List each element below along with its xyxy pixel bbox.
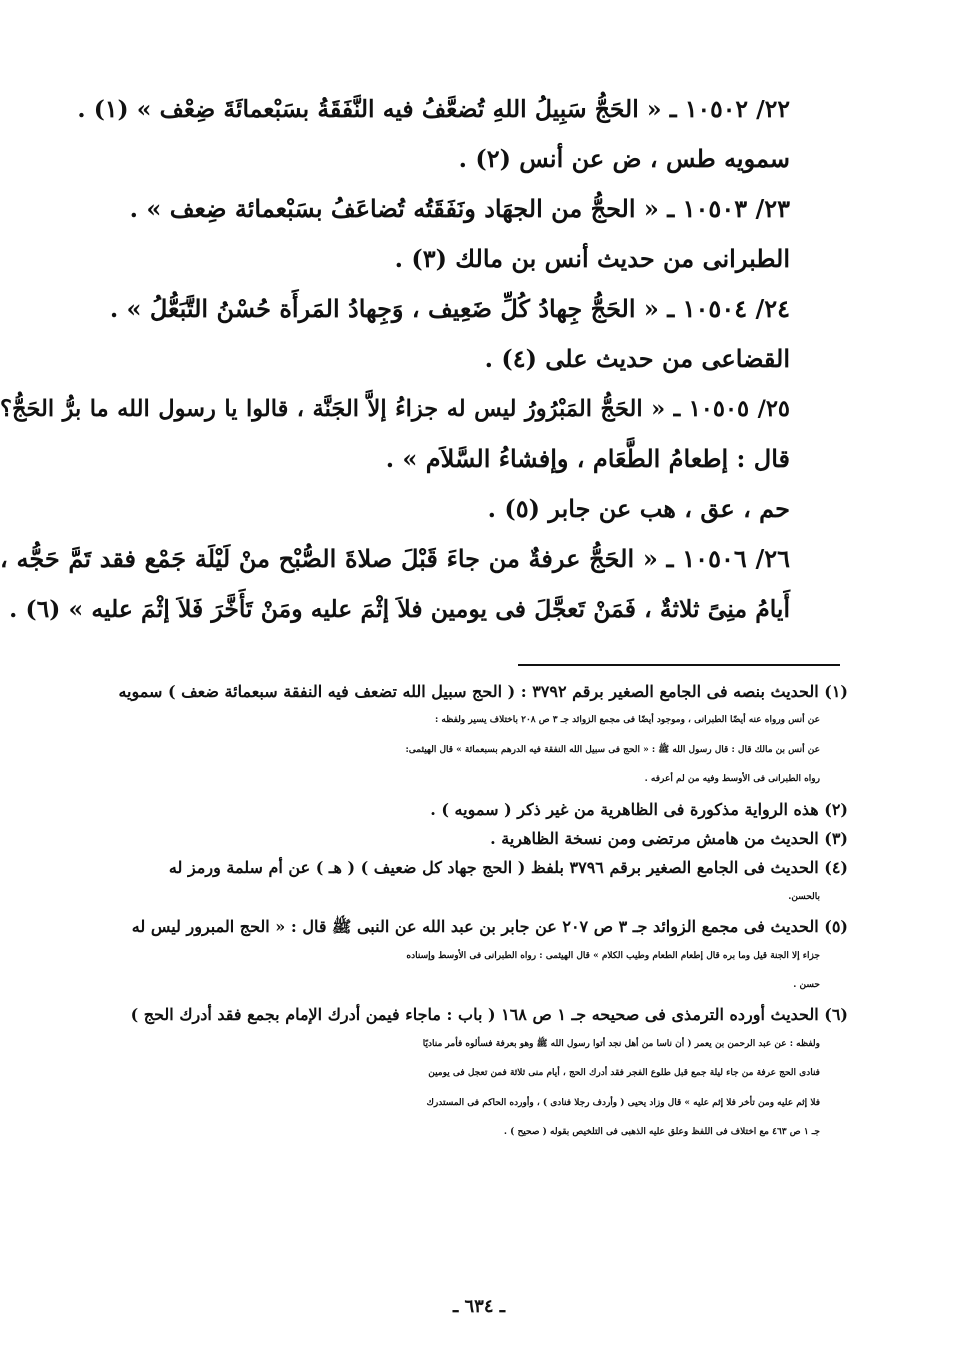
hadith-10505-line-2: قال : إطعامُ الطَّعَام ، وإفشاءُ السَّلاَم » . <box>385 444 790 473</box>
hadith-10502: ٢٢/ ١٠٥٠٢ ـ « الحَجُّ سَبِيلُ اللهِ تُضعَّفُ فيه النَّفَقَةُ بسَبْعمائَةَ ضِعْف » (١) . <box>77 95 790 123</box>
hadith-10505-line-1: ٢٥/ ١٠٥٠٥ ـ « الحَجُّ المَبْرُورُ ليس له جزاءُ إلاَّ الجَنَّة ، قالوا يا رسول الله ما برُّ الحَجُّ؟ <box>0 396 790 422</box>
footnote-5 <box>82 912 848 1000</box>
footnote-separator <box>518 664 840 666</box>
footnote-3 <box>82 824 848 853</box>
footnote-line: رواه الطبرانى فى الأوسط وفيه من لم أعرفه . <box>644 774 820 785</box>
hadith-10504: ٢٤/ ١٠٥٠٤ ـ « الحَجُّ جِهادُ كُلِّ ضَعِيف ، وَجِهادُ المَرأَة حُسْنُ التَّبَعُّلُ » . <box>109 294 790 323</box>
footnote-line: ولفظه : عن عبد الرحمن بن يعمر ( أن ناسا من أهل نجد أتوا رسول الله ﷺ وهو بعرفة فسألوه فأمر مناديًا <box>422 1038 820 1049</box>
footnote-line: (٦) الحديث أورده الترمذى فى صحيحه جـ ١ ص ١٦٨ ( باب : ماجاء فيمن أدرك الإمام بجمع فقد أدرك الحج ) <box>130 1005 848 1025</box>
footnote-2 <box>82 795 848 824</box>
footnote-line: بالحسن. <box>788 891 820 902</box>
footnote-1 <box>82 677 848 795</box>
footnote-line: عن أنس بن مالك قال : قال رسول الله ﷺ : « الحج فى سبيل الله النفقة فيه الدرهم بسبعمائة » قال الهيثمى: <box>405 744 820 755</box>
footnote-line: (١) الحديث بنصه فى الجامع الصغير برقم ٣٧٩٢ : ( الحج سبيل الله تضعف فيه النفقة سبعمائة ضعف ) سمويه <box>118 682 848 701</box>
hadith-10503: ٢٣/ ١٠٥٠٣ ـ « الحجُّ من الجهَاد ونَفَقَتُه تُضاعَفُ بسَبْعمائة ضِعف » . <box>129 194 790 223</box>
footnote-line: فلا إثم عليه ومن تأخر فلا إثم عليه » قال وزاد يحيى ( وأردف رجلا فنادى ) ، وأورده الحاكم فى المستدرك <box>426 1097 820 1108</box>
footnote-line: (٢) هذه الرواية مذكورة فى الظاهرية من غير ذكر ( سمويه ) . <box>430 799 848 819</box>
footnote-line: حسن . <box>793 980 820 991</box>
hadith-10506-line-2: أَيامُ منِىً ثلاثةٌ ، فَمَنْ تَعجَّلَ فى يومين فلاَ إثْمَ عليه ومَنْ تَأَخَّرَ فَلاَ إثْمَ عليه » (٦) . <box>9 595 790 623</box>
footnote-line: جـ ١ ص ٤٦٣ مع اختلاف فى اللفظ وعلق عليه الذهبى فى التلخيص بقوله ( صحيح ) . <box>503 1127 820 1138</box>
footnote-line: جزاء إلا الجنة قيل وما بره قال إطعام الطعام وطيب الكلام » قال الهيثمى : رواه الطبرانى فى الأوسط وإسناده <box>406 950 820 961</box>
footnote-line: (٤) الحديث فى الجامع الصغير برقم ٣٧٩٦ بلفظ ( الحج جهاد كل ضعيف ) ( هـ ) عن أم سلمة ورمز له <box>168 858 848 878</box>
footnote-line: (٣) الحديث من هامش مرتضى ومن نسخة الظاهرية . <box>490 829 848 849</box>
footnotes <box>82 677 848 1148</box>
page-number: ـ ٦٣٤ ـ <box>452 1296 506 1317</box>
main-text <box>0 84 790 634</box>
footnote-6 <box>82 1000 848 1147</box>
footnote-line: عن أنس ورواه عنه أيضًا الطبرانى ، وموجود أيضًا فى مجمع الزوائد جـ ٣ ص ٢٠٨ باختلاف يسير ولفظه : <box>434 715 820 726</box>
hadith-10506-line-1: ٢٦/ ١٠٥٠٦ ـ « الحَجُّ عرفةٌ من جاءَ قَبْلَ صلاةَ الصُّبْح منْ لَيْلَة جَمْع فقد تَمَّ حَجُّه ، <box>0 544 790 573</box>
source-10504: القضاعى من حديث على (٤) . <box>484 344 790 373</box>
footnote-line: فنادى الحج عرفة من جاء ليلة جمع قبل طلوع الفجر فقد أدرك الحج ، أيام منى ثلاثة فمن تعجل فى يومين <box>428 1068 820 1079</box>
source-10505: حم ، عق ، هب عن جابر (٥) . <box>487 494 790 523</box>
footnote-4 <box>82 853 848 912</box>
footnote-line: (٥) الحديث فى مجمع الزوائد جـ ٣ ص ٢٠٧ عن جابر بن عبد الله عن النبى ﷺ قال : « الحج المبرور ليس له <box>131 917 848 937</box>
source-10502: سمويه طس ، ض عن أنس (٢) . <box>458 144 790 173</box>
source-10503: الطبرانى من حديث أنس بن مالك (٣) . <box>394 244 790 273</box>
